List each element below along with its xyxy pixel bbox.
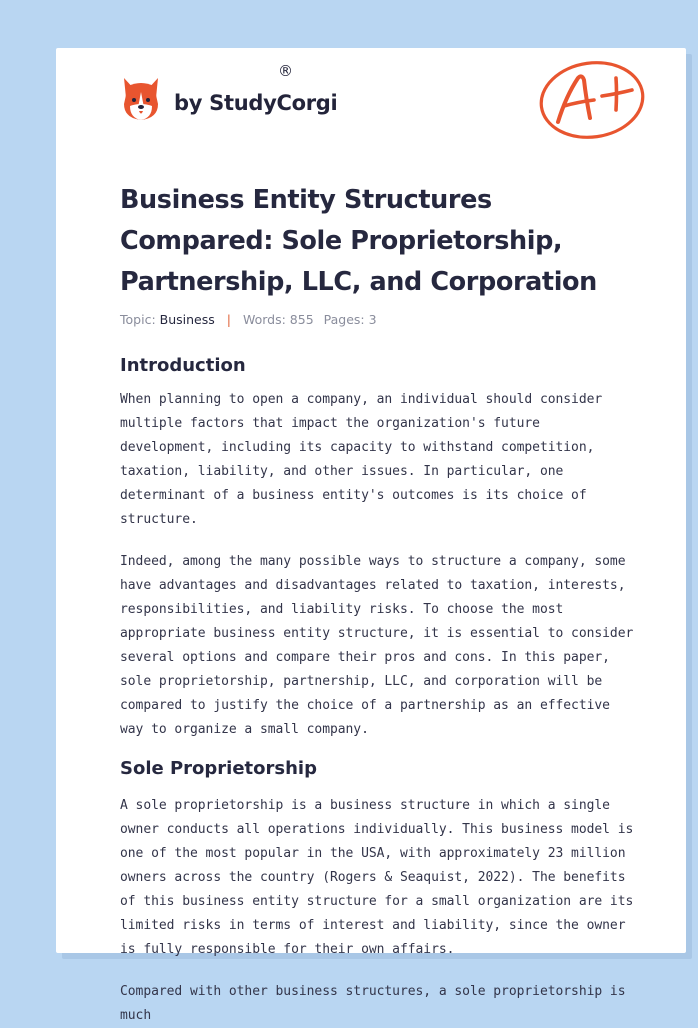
section-heading-introduction: Introduction [120, 355, 246, 376]
pages-count: 3 [368, 312, 377, 327]
registered-mark: ® [278, 62, 293, 80]
words-count: 855 [289, 312, 314, 327]
brand-header[interactable] [120, 76, 337, 122]
pages-label: Pages: [323, 312, 365, 327]
topic-link[interactable]: Business [159, 312, 215, 327]
topic-label: Topic: [120, 312, 156, 327]
corgi-icon [120, 76, 162, 122]
paragraph: Compared with other business structures, a sole proprietorship is much [120, 984, 626, 1023]
document-meta [120, 312, 377, 327]
grade-a-plus-icon [536, 56, 651, 142]
document-body [120, 348, 636, 1028]
section-heading-sole-proprietorship: Sole Proprietorship [120, 758, 317, 779]
brand-name: by StudyCorgi [174, 91, 338, 115]
words-label: Words: [242, 312, 286, 327]
page-title: Business Entity Structures Compared: Sole Proprietorship, Partnership, LLC, and Corporation [120, 185, 597, 297]
paragraph: When planning to open a company, an individual should consider multiple factors that impact the organization's future development, including its capacity to withstand competition, taxation, liability, and other issues. In particular, one determinant of a business entity's outcomes is its choice of structure. [120, 392, 603, 527]
meta-separator: | [226, 312, 231, 327]
document-sheet [56, 48, 686, 1023]
paragraph: A sole proprietorship is a business structure in which a single owner conducts all operations individually. This business model is one of the most popular in the USA, with approximately 23 million owners across the country (Rogers & Seaquist, 2022). The benefits of this business entity structure for a small organization are its limited risks in terms of interest and liability, since the owner is fully responsible for their own affairs. [120, 798, 634, 957]
paragraph: Indeed, among the many possible ways to structure a company, some have advantages and disadvantages related to taxation, interests, responsibilities, and liability risks. To choose the most appropriate business entity structure, it is essential to consider several options and compare their pros and cons. In this paper, sole proprietorship, partnership, LLC, and corporation will be compared to justify the choice of a partnership as an effective way to organize a small company. [120, 554, 634, 737]
